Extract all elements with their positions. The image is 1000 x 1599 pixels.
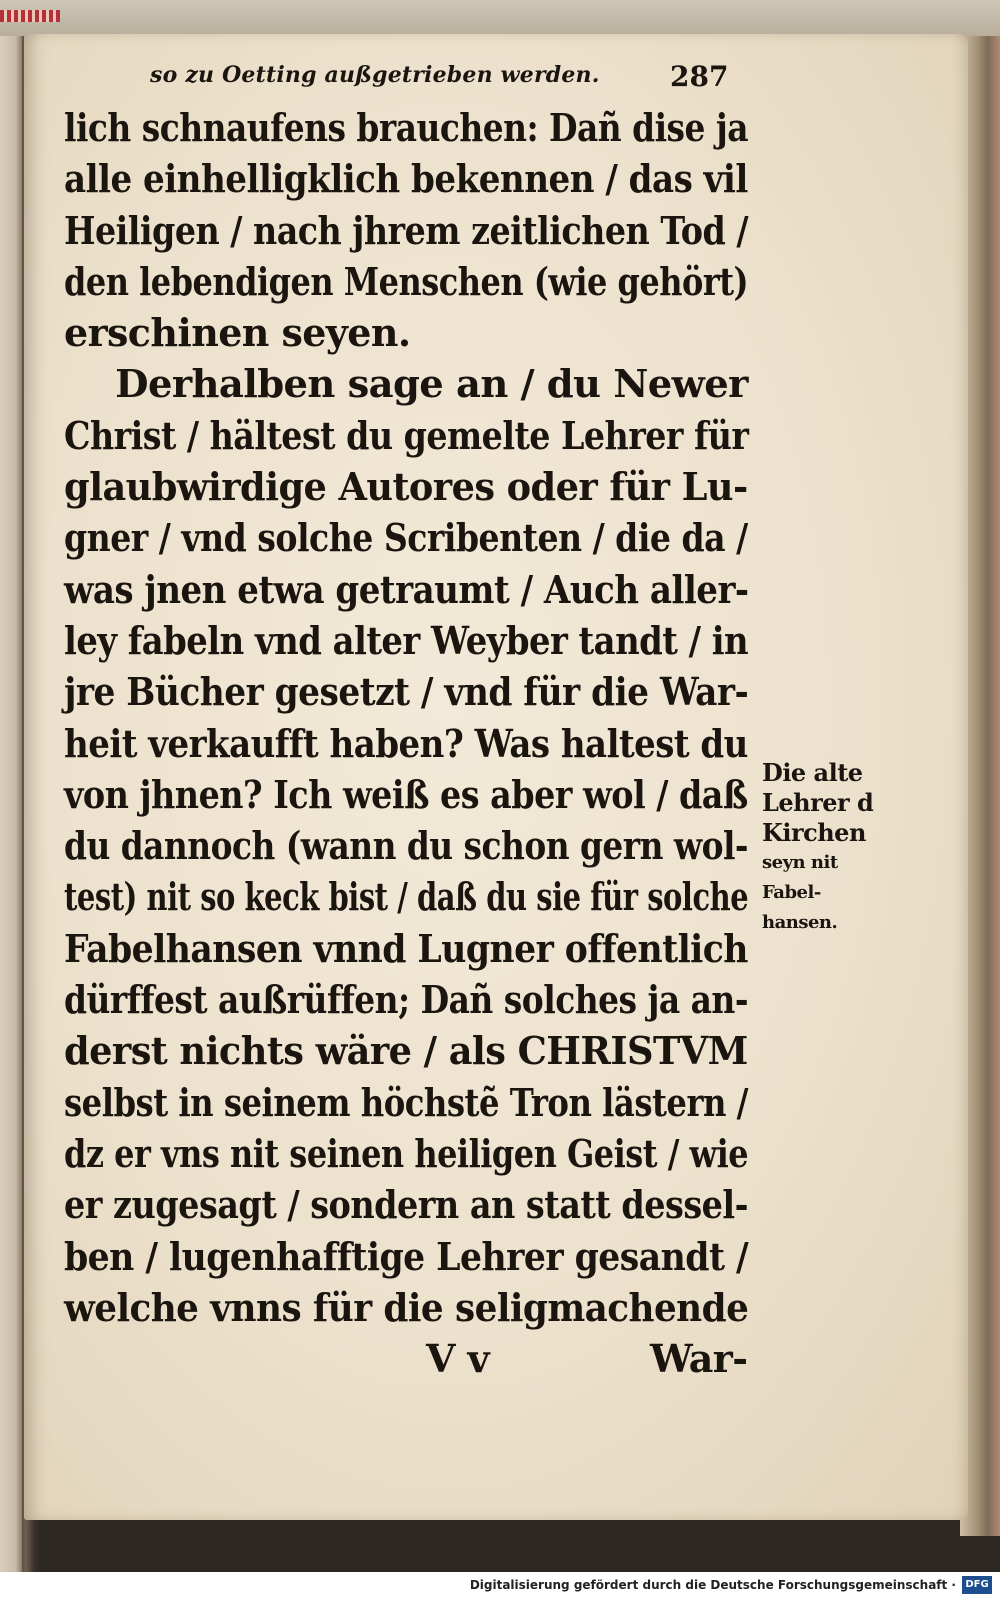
text-line: ley fabeln vnd alter Weyber tandt / in <box>64 617 749 663</box>
marginal-line: hansen. <box>762 912 838 933</box>
text-line: Heiligen / nach jhrem zeitlichen Tod / <box>64 207 748 253</box>
text-line: dz er vns nit seinen heiligen Geist / wie <box>64 1130 749 1176</box>
text-line: was jnen etwa getraumt / Auch aller- <box>64 566 749 612</box>
marginal-line: Die alte <box>762 758 863 787</box>
text-line: dürffest außrüffen; Dañ solches ja an- <box>64 977 748 1023</box>
text-line: Fabelhansen vnnd Lugner offentlich <box>64 925 748 971</box>
text-line: alle einhelligklich bekennen / das vil <box>64 156 748 202</box>
catchword-line <box>64 1333 754 1384</box>
text-line: du dannoch (wann du schon gern wol- <box>64 823 749 869</box>
marginal-line: Fabel- <box>762 882 821 903</box>
marginal-line: Kirchen <box>762 818 866 847</box>
text-line: glaubwirdige Autores oder für Lu- <box>64 464 748 510</box>
running-head <box>150 62 750 96</box>
text-line: heit verkaufft haben? Was haltest du <box>64 720 748 766</box>
text-line: derst nichts wäre / als CHRISTVM <box>64 1028 748 1074</box>
text-line: Derhalben sage an / du Newer <box>64 361 748 407</box>
text-line: von jhnen? Ich weiß es aber wol / daß <box>64 771 748 817</box>
marginal-note <box>762 758 902 938</box>
text-line: test) nit so keck bist / daß du sie für solche <box>64 874 749 920</box>
text-line: erschinen seyen. <box>64 310 411 356</box>
text-line: lich schnaufens brauchen: Dañ dise ja <box>64 105 749 150</box>
text-line: ben / lugenhafftige Lehrer gesandt / <box>64 1233 749 1279</box>
dfg-logo: DFG <box>962 1576 992 1594</box>
text-line: selbst in seinem höchstẽ Tron lästern / <box>64 1079 748 1125</box>
page-number: 287 <box>670 60 729 93</box>
text-line: jre Bücher gesetzt / vnd für die War- <box>64 669 749 715</box>
left-page-edge <box>0 36 22 1572</box>
ribbon-marker <box>0 10 60 22</box>
footer-credit: Digitalisierung gefördert durch die Deutsche Forschungsgemeinschaft · <box>469 1578 956 1592</box>
catchword: War- <box>650 1336 748 1382</box>
marginal-line: seyn nit <box>762 852 838 873</box>
text-line: den lebendigen Menschen (wie gehört) <box>64 258 749 304</box>
running-title: so zu Oetting außgetrieben werden. <box>150 62 600 88</box>
marginal-line: Lehrer d <box>762 788 874 817</box>
text-line: gner / vnd solche Scribenten / die da / <box>64 515 748 561</box>
body-text <box>64 102 754 1384</box>
footer-bar <box>0 1572 1000 1599</box>
top-binding-strip <box>0 0 1000 36</box>
text-line: welche vnns für die seligmachende <box>64 1284 749 1330</box>
text-line: Christ / hältest du gemelte Lehrer für <box>64 412 749 458</box>
signature-mark: V v <box>426 1336 489 1382</box>
text-line: er zugesagt / sondern an statt dessel- <box>64 1182 748 1228</box>
